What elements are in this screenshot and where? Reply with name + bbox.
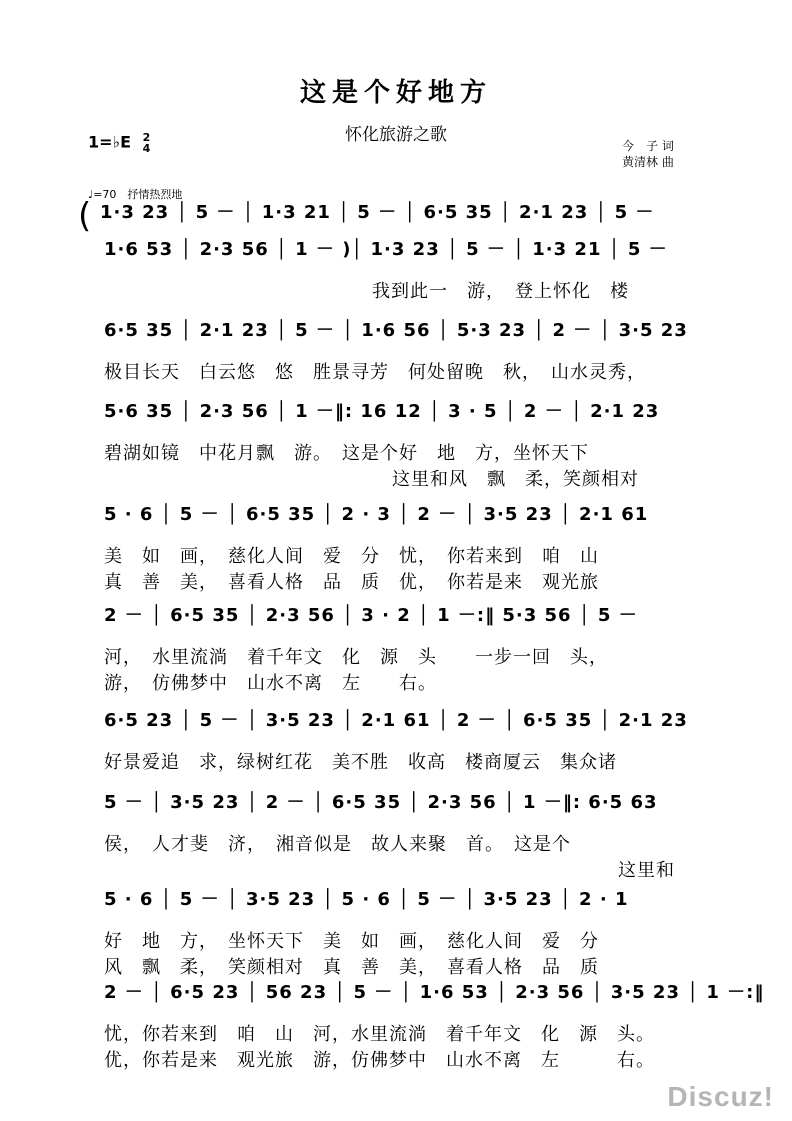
lyric-line: 优，你若是来 观光旅 游，仿佛梦中 山水不离 左 右。 [104,1050,655,1071]
lyric-line: 好 地 方， 坐怀天下 美 如 画， 慈化人间 爱 分 [104,931,599,952]
notes-row: 5·6 35 │ 2·3 56 │ 1 －‖: 16 12 │ 3 · 5 │ 2 － │ 2·1 23 [104,401,660,422]
key-label: 1=♭E [88,132,132,152]
notes-row: 1·3 23 │ 5 － │ 1·3 21 │ 5 － │ 6·5 35 │ 2·1 23 │ 5 － [100,202,655,223]
lyric-line: 极目长天 白云悠 悠 胜景寻芳 何处留晚 秋， 山水灵秀， [104,362,646,383]
lyricist: 今 子 词 [622,139,674,153]
time-top: 2 [142,131,151,144]
intro-paren: ( [78,196,92,236]
watermark-logo: Discuz! [667,1081,774,1112]
time-bottom: 4 [142,142,151,155]
lyric-line: 游， 仿佛梦中 山水不离 左 右。 [104,673,437,694]
lyric-line: 碧湖如镜 中花月飘 游。 这是个好 地 方，坐怀天下 [104,443,589,464]
song-title: 这是个好地方 [299,78,492,108]
notes-row: 6·5 35 │ 2·1 23 │ 5 － │ 1·6 56 │ 5·3 23 │ 2 － │ 3·5 23 [104,320,688,341]
notes-row: 5 · 6 │ 5 － │ 6·5 35 │ 2 · 3 │ 2 － │ 3·5 23 │ 2·1 61 [104,504,649,525]
notes-row: 2 － │ 6·5 35 │ 2·3 56 │ 3 · 2 │ 1 －:‖ 5·3 56 │ 5 － [104,605,638,626]
lyric-line: 真 善 美， 喜看人格 品 质 优， 你若是来 观光旅 [104,572,599,593]
composer: 黄清林 曲 [622,155,674,169]
lyric-line: 这里和 [618,860,675,881]
lyric-line: 这里和风 飘 柔，笑颜相对 [392,469,639,490]
lyric-line: 忧，你若来到 咱 山 河，水里流淌 着千年文 化 源 头。 [104,1024,655,1045]
notes-row: 1·6 53 │ 2·3 56 │ 1 － )│ 1·3 23 │ 5 － │ 1·3 21 │ 5 － [104,239,668,260]
lyric-line: 河， 水里流淌 着千年文 化 源 头 一步一回 头， [104,647,608,668]
notes-row: 5 · 6 │ 5 － │ 3·5 23 │ 5 · 6 │ 5 － │ 3·5 23 │ 2 · 1 [104,889,629,910]
lyric-line: 风 飘 柔， 笑颜相对 真 善 美， 喜看人格 品 质 [104,957,599,978]
notes-row: 6·5 23 │ 5 － │ 3·5 23 │ 2·1 61 │ 2 － │ 6·5 35 │ 2·1 23 [104,710,688,731]
notes-row: 5 － │ 3·5 23 │ 2 － │ 6·5 35 │ 2·3 56 │ 1 －‖: 6·5 63 [104,792,658,813]
notes-row: 2 － │ 6·5 23 │ 56 23 │ 5 － │ 1·6 53 │ 2·3 56 │ 3·5 23 │ 1 －:‖ [104,982,765,1003]
tempo-marking: ♩=70 抒情热烈地 [88,188,183,201]
lyric-line: 我到此一 游， 登上怀化 楼 [372,281,629,302]
time-signature [143,132,151,154]
song-subtitle: 怀化旅游之歌 [345,125,447,145]
key-signature [88,132,150,154]
lyric-line: 好景爱追 求，绿树红花 美不胜 收高 楼商厦云 集众诸 [104,752,617,773]
lyric-line: 美 如 画， 慈化人间 爱 分 忧， 你若来到 咱 山 [104,546,599,567]
lyric-line: 侯， 人才斐 济， 湘音似是 故人来聚 首。 这是个 [104,834,571,855]
credits [622,138,674,170]
